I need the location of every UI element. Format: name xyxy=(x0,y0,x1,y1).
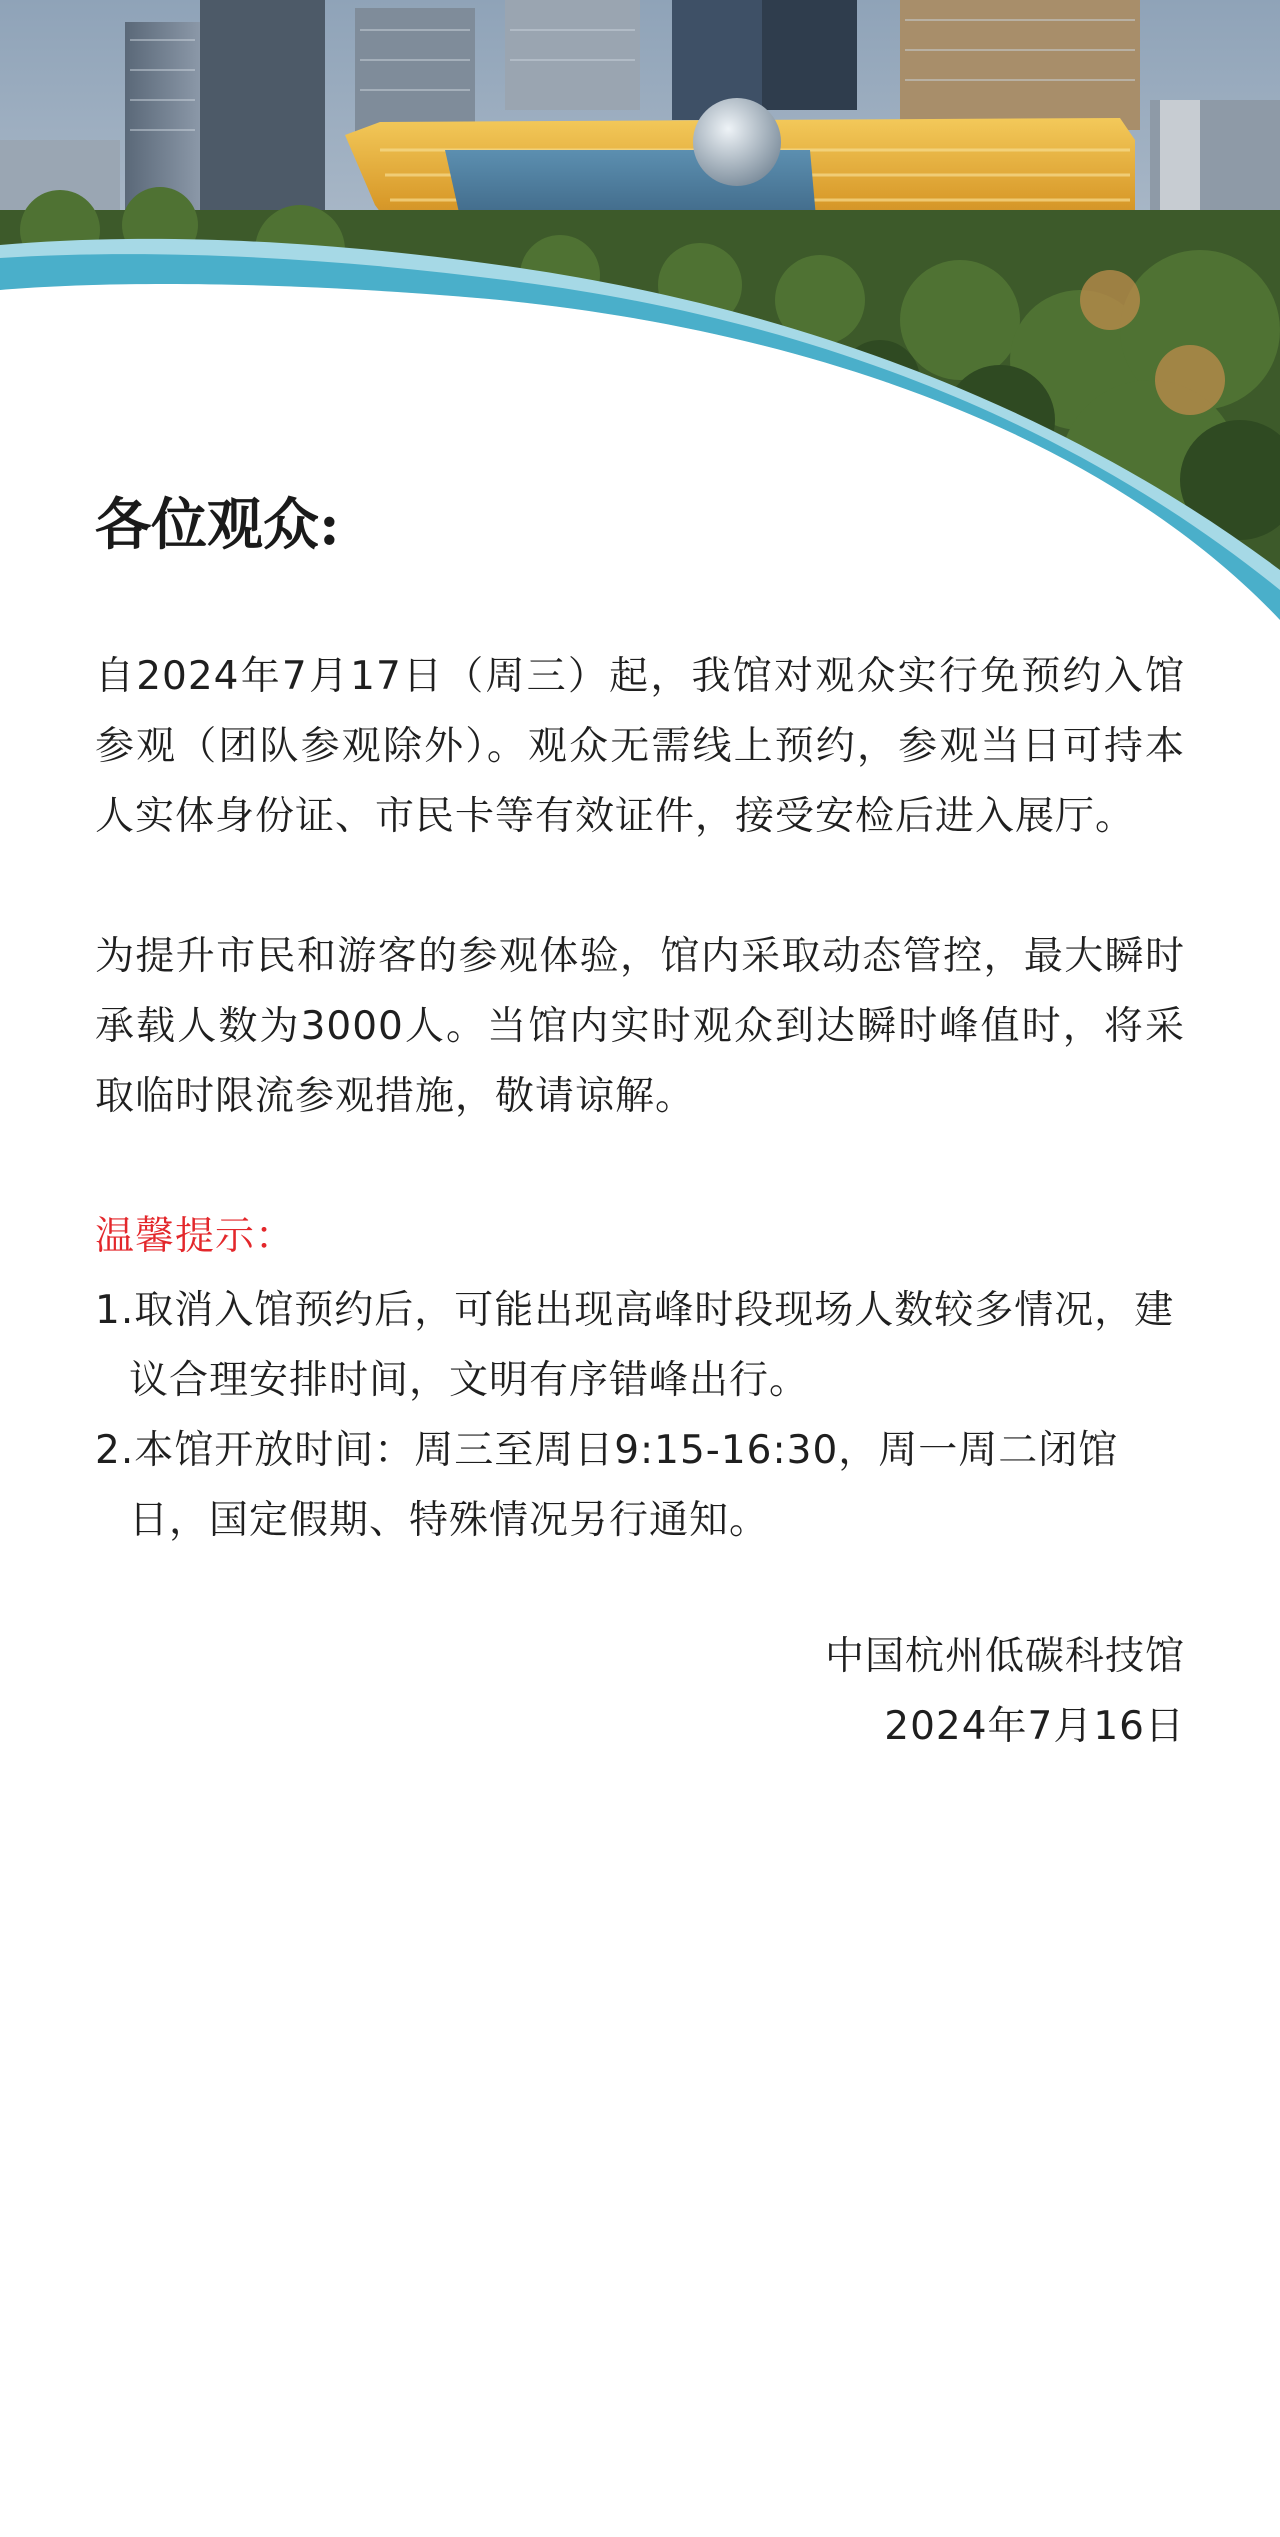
notice-paragraph-1: 自2024年7月17日（周三）起，我馆对观众实行免预约入馆参观（团队参观除外）。观众无需线上预约，参观当日可持本人实体身份证、市民卡等有效证件，接受安检后进入展厅。 xyxy=(95,654,1185,839)
tips-title: 温馨提示： xyxy=(95,1214,296,1259)
signature-organization: 中国杭州低碳科技馆 xyxy=(824,1634,1185,1679)
notice-signature-block xyxy=(95,1622,1185,1762)
signature-date: 2024年7月16日 xyxy=(884,1704,1185,1749)
notice-paragraph-2: 为提升市民和游客的参观体验，馆内采取动态管控，最大瞬时承载人数为3000人。当馆内实时观众到达瞬时峰值时，将采取临时限流参观措施，敬请谅解。 xyxy=(95,934,1185,1119)
notice-content xyxy=(95,480,1185,1762)
tip-item: 2.本馆开放时间：周三至周日9:15-16:30，周一周二闭馆日，国定假期、特殊情况另行通知。 xyxy=(95,1428,1119,1543)
tip-item: 1.取消入馆预约后，可能出现高峰时段现场人数较多情况，建议合理安排时间，文明有序错峰出行。 xyxy=(95,1288,1175,1403)
notice-greeting: 各位观众: xyxy=(95,492,340,558)
